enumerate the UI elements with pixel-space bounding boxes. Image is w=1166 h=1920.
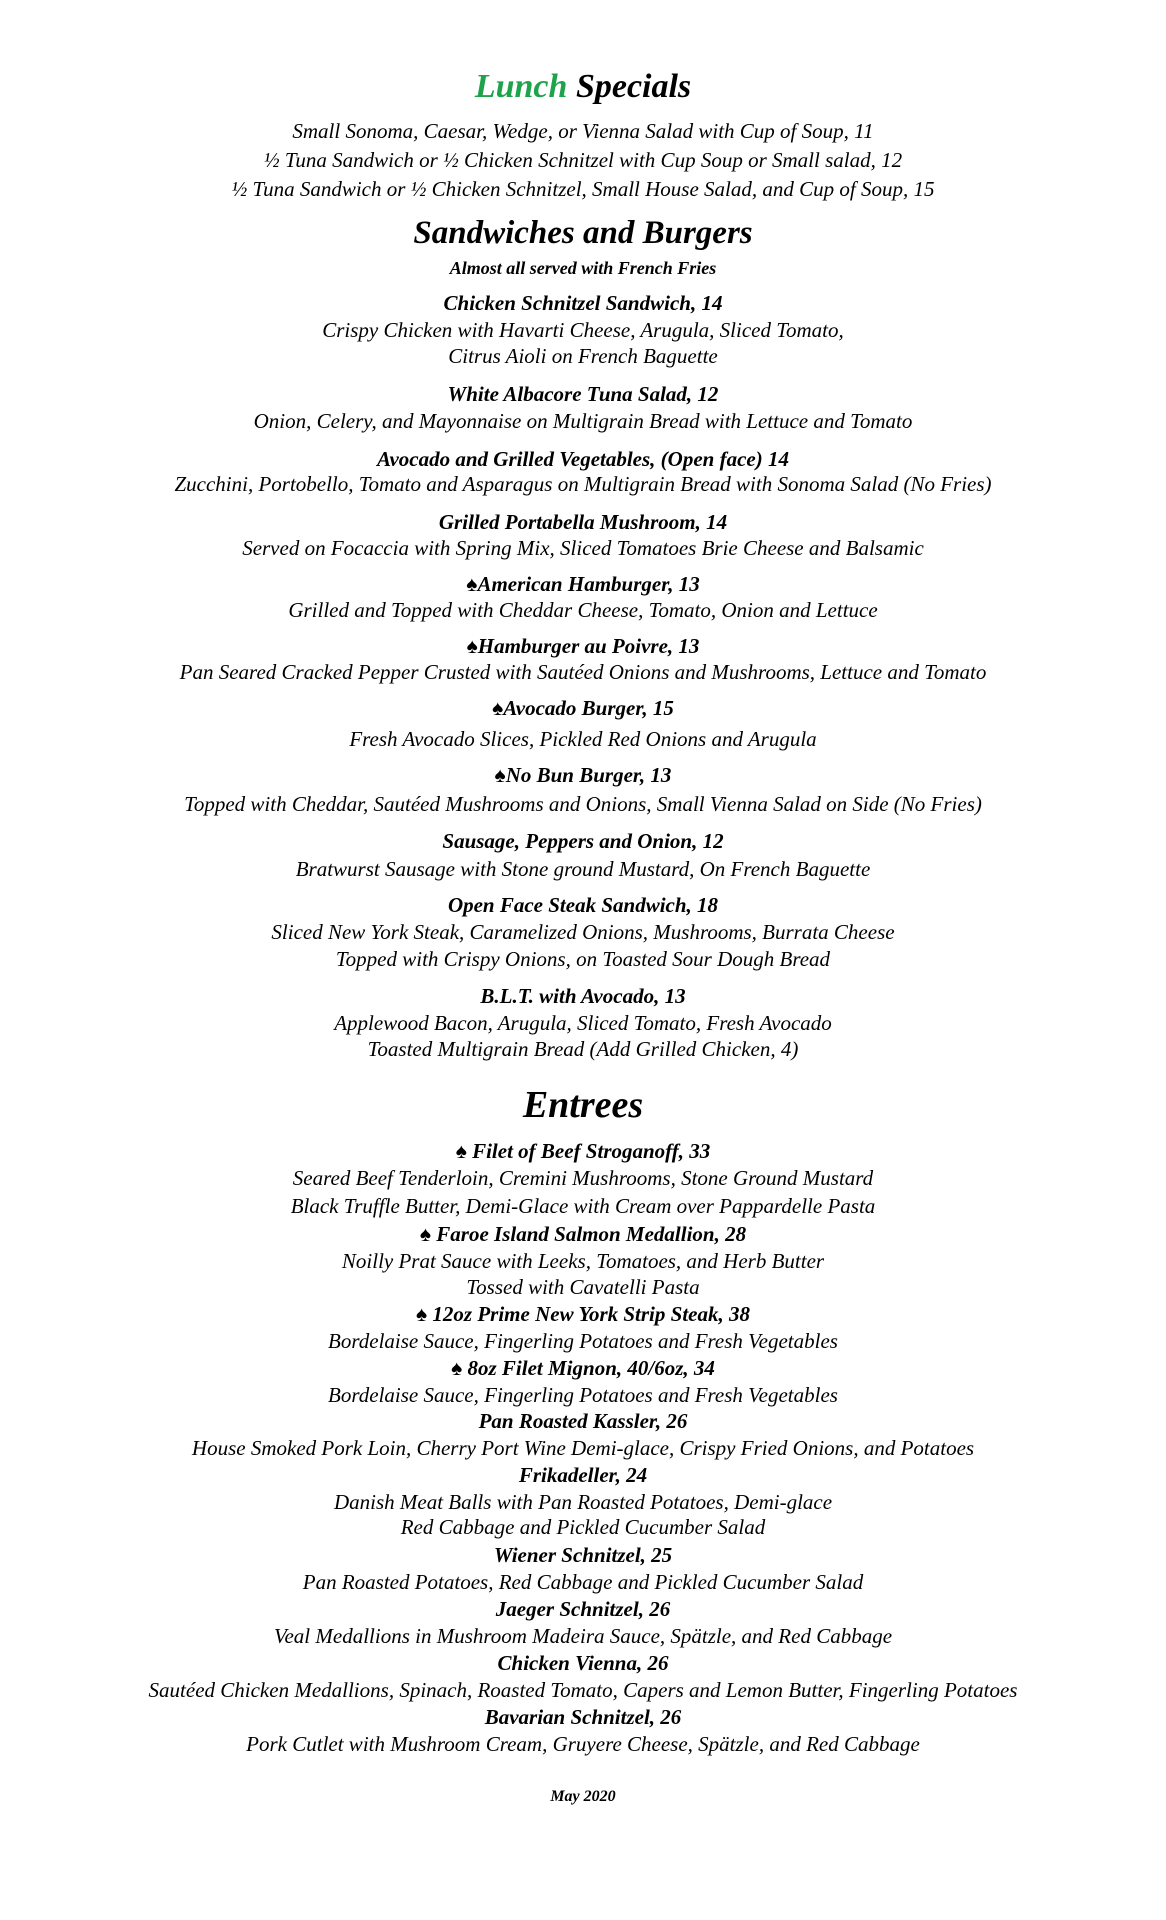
item-desc: Pan Roasted Potatoes, Red Cabbage and Pickled Cucumber Salad [302, 1570, 864, 1594]
item-desc: Pan Seared Cracked Pepper Crusted with Sautéed Onions and Mushrooms, Lettuce and Tomato [179, 660, 987, 684]
item-name: Wiener Schnitzel, 25 [493, 1543, 673, 1567]
item-desc: Onion, Celery, and Mayonnaise on Multigrain Bread with Lettuce and Tomato [253, 409, 913, 433]
menu-date: May 2020 [550, 1788, 616, 1805]
item-desc: Pork Cutlet with Mushroom Cream, Gruyere Cheese, Spätzle, and Red Cabbage [246, 1732, 920, 1756]
item-desc: Red Cabbage and Pickled Cucumber Salad [400, 1515, 766, 1539]
item-name: Avocado and Grilled Vegetables, (Open face) 14 [377, 447, 789, 471]
item-desc: Zucchini, Portobello, Tomato and Asparagus on Multigrain Bread with Sonoma Salad (No Fries) [174, 472, 992, 496]
item-desc: Seared Beef Tenderloin, Cremini Mushrooms, Stone Ground Mustard [292, 1166, 874, 1190]
item-name: ♠Hamburger au Poivre, 13 [466, 634, 700, 658]
item-name: ♠American Hamburger, 13 [466, 572, 700, 596]
specials-word: Specials [575, 68, 692, 105]
item-name: ♠ 8oz Filet Mignon, 40/6oz, 34 [451, 1356, 715, 1380]
item-name: ♠Avocado Burger, 15 [492, 696, 674, 720]
item-desc: Sautéed Chicken Medallions, Spinach, Roasted Tomato, Capers and Lemon Butter, Fingerling Potatoes [148, 1678, 1018, 1702]
item-name: Pan Roasted Kassler, 26 [478, 1409, 688, 1433]
lunch-line: ½ Tuna Sandwich or ½ Chicken Schnitzel with Cup Soup or Small salad, 12 [263, 148, 903, 172]
item-name: B.L.T. with Avocado, 13 [480, 984, 686, 1008]
item-name: ♠ 12oz Prime New York Strip Steak, 38 [416, 1302, 750, 1326]
item-desc: Grilled and Topped with Cheddar Cheese, Tomato, Onion and Lettuce [288, 598, 878, 622]
item-name: Jaeger Schnitzel, 26 [495, 1597, 671, 1621]
item-desc: Fresh Avocado Slices, Pickled Red Onions and Arugula [349, 727, 817, 751]
item-desc: Bratwurst Sausage with Stone ground Mustard, On French Baguette [295, 857, 871, 881]
item-desc: Noilly Prat Sauce with Leeks, Tomatoes, and Herb Butter [341, 1249, 825, 1273]
item-desc: Topped with Crispy Onions, on Toasted Sour Dough Bread [335, 947, 831, 971]
item-desc: Toasted Multigrain Bread (Add Grilled Chicken, 4) [367, 1037, 799, 1061]
item-name: White Albacore Tuna Salad, 12 [447, 382, 719, 406]
sandwiches-subtitle: Almost all served with French Fries [449, 258, 717, 278]
item-desc: Tossed with Cavatelli Pasta [466, 1275, 700, 1299]
item-desc: Topped with Cheddar, Sautéed Mushrooms and Onions, Small Vienna Salad on Side (No Fries) [184, 792, 982, 816]
lunch-word: Lunch [474, 68, 568, 105]
item-name: Grilled Portabella Mushroom, 14 [438, 510, 728, 534]
item-desc: Crispy Chicken with Havarti Cheese, Arugula, Sliced Tomato, [322, 318, 844, 342]
sandwiches-title: Sandwiches and Burgers [413, 215, 753, 251]
item-name: Frikadeller, 24 [518, 1463, 648, 1487]
item-desc: Bordelaise Sauce, Fingerling Potatoes and Fresh Vegetables [328, 1329, 838, 1353]
item-desc: Danish Meat Balls with Pan Roasted Potatoes, Demi-glace [333, 1490, 833, 1514]
item-name: ♠ Faroe Island Salmon Medallion, 28 [419, 1222, 747, 1246]
lunch-line: Small Sonoma, Caesar, Wedge, or Vienna Salad with Cup of Soup, 11 [292, 119, 874, 143]
item-name: Chicken Schnitzel Sandwich, 14 [443, 291, 723, 315]
item-name: ♠ Filet of Beef Stroganoff, 33 [455, 1139, 711, 1163]
entrees-title: Entrees [522, 1084, 644, 1126]
lunch-line: ½ Tuna Sandwich or ½ Chicken Schnitzel, Small House Salad, and Cup of Soup, 15 [231, 177, 935, 201]
item-desc: Citrus Aioli on French Baguette [448, 344, 718, 368]
lunch-specials-title [0, 68, 1166, 106]
item-desc: Veal Medallions in Mushroom Madeira Sauce, Spätzle, and Red Cabbage [273, 1624, 893, 1648]
item-desc: Bordelaise Sauce, Fingerling Potatoes and Fresh Vegetables [328, 1383, 838, 1407]
item-name: Sausage, Peppers and Onion, 12 [442, 829, 724, 853]
item-desc: House Smoked Pork Loin, Cherry Port Wine Demi-glace, Crispy Fried Onions, and Potatoes [191, 1436, 975, 1460]
item-name: Chicken Vienna, 26 [497, 1651, 669, 1675]
item-name: Bavarian Schnitzel, 26 [484, 1705, 682, 1729]
item-desc: Black Truffle Butter, Demi-Glace with Cream over Pappardelle Pasta [290, 1194, 876, 1218]
item-desc: Applewood Bacon, Arugula, Sliced Tomato, Fresh Avocado [334, 1011, 832, 1035]
item-name: ♠No Bun Burger, 13 [494, 763, 672, 787]
item-desc: Served on Focaccia with Spring Mix, Sliced Tomatoes Brie Cheese and Balsamic [242, 536, 924, 560]
item-name: Open Face Steak Sandwich, 18 [447, 893, 719, 917]
item-desc: Sliced New York Steak, Caramelized Onions, Mushrooms, Burrata Cheese [271, 920, 895, 944]
